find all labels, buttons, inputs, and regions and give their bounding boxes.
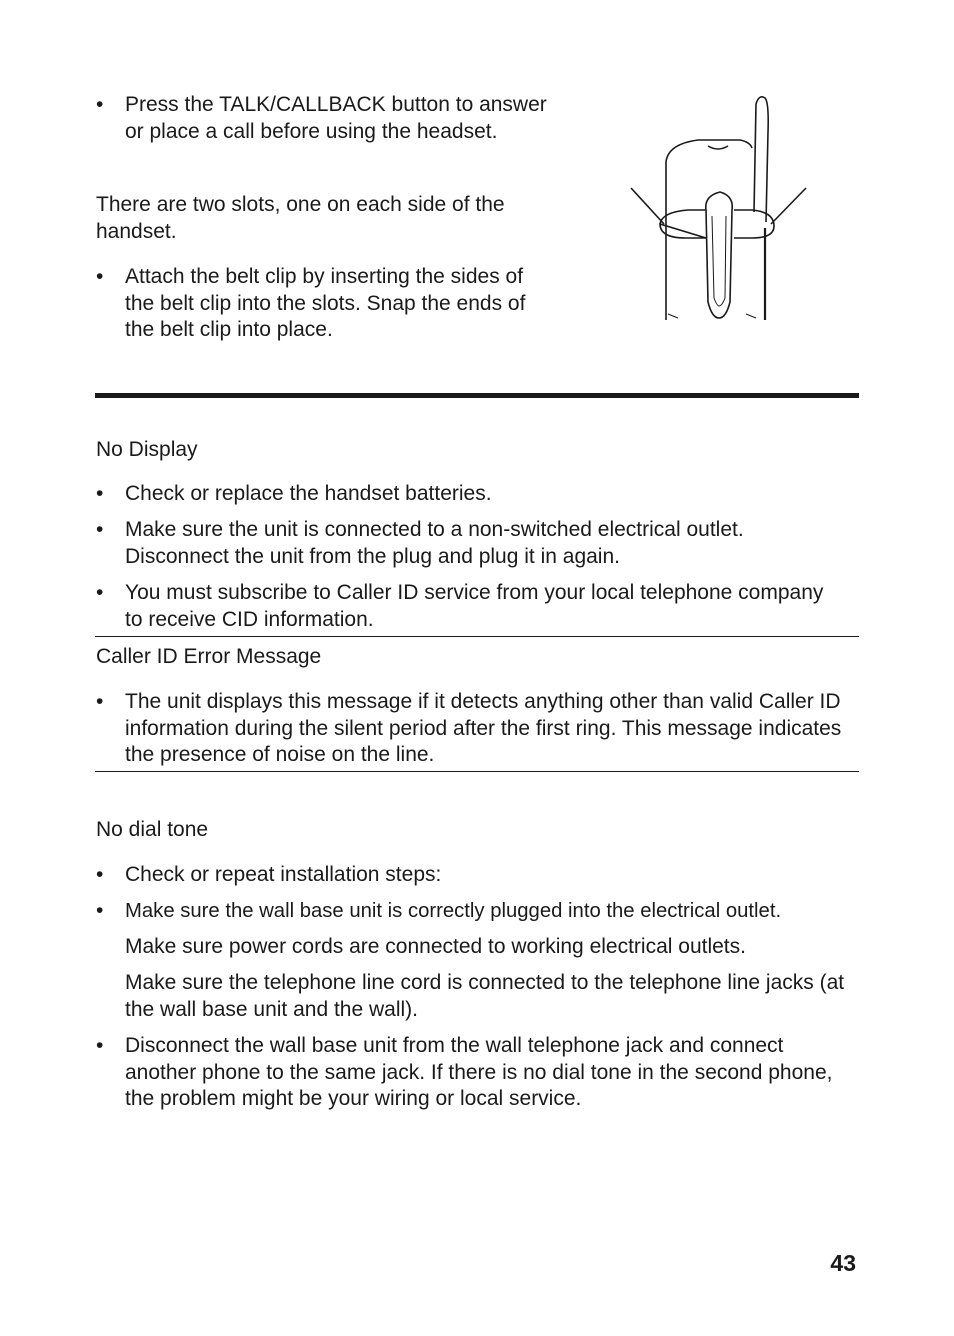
list-item: Check or repeat installation steps: xyxy=(125,863,442,886)
talk-callback-instruction: Press the TALK/CALLBACK button to answer or place a call before using the headset. xyxy=(125,93,547,143)
no-dial-tone-heading: No dial tone xyxy=(96,818,209,841)
slots-description: There are two slots, one on each side of the handset. xyxy=(96,193,505,243)
section-divider xyxy=(95,771,859,772)
bullet-marker: • xyxy=(96,265,104,288)
list-item: You must subscribe to Caller ID service from your local telephone company to receive CID information. xyxy=(125,581,824,631)
list-item: Check or replace the handset batteries. xyxy=(125,482,492,505)
section-divider xyxy=(95,393,859,398)
attach-belt-clip-instruction: Attach the belt clip by inserting the sides of the belt clip into the slots. Snap the ends of the belt clip into place. xyxy=(125,265,526,341)
handset-belt-clip-illustration xyxy=(628,92,813,324)
no-display-heading: No Display xyxy=(96,438,198,461)
bullet-marker: • xyxy=(96,518,104,541)
bullet-marker: • xyxy=(96,690,104,713)
section-divider xyxy=(95,636,859,637)
list-item-sub: Make sure the telephone line cord is connected to the telephone line jacks (at the wall base unit and the wall). xyxy=(125,971,845,1021)
caller-id-error-heading: Caller ID Error Message xyxy=(96,645,322,668)
page-number: 43 xyxy=(830,1250,856,1276)
bullet-marker: • xyxy=(96,93,104,116)
bullet-marker: • xyxy=(96,581,104,604)
list-item: Make sure the unit is connected to a non-switched electrical outlet. Disconnect the unit from the plug and plug it in again. xyxy=(125,518,744,568)
list-item-sub: Make sure power cords are connected to working electrical outlets. xyxy=(125,935,746,958)
bullet-marker: • xyxy=(96,1034,104,1057)
list-item: Disconnect the wall base unit from the wall telephone jack and connect another phone to the same jack. If there is no dial tone in the second phone, the problem might be your wiring or local service. xyxy=(125,1034,833,1110)
bullet-marker: • xyxy=(96,863,104,886)
list-item: The unit displays this message if it detects anything other than valid Caller ID information during the silent period after the first ring. This message indicates the presence of noise on the line. xyxy=(125,690,842,766)
bullet-marker: • xyxy=(96,482,104,505)
bullet-marker: • xyxy=(96,899,104,922)
list-item: Make sure the wall base unit is correctly plugged into the electrical outlet. xyxy=(125,900,782,922)
